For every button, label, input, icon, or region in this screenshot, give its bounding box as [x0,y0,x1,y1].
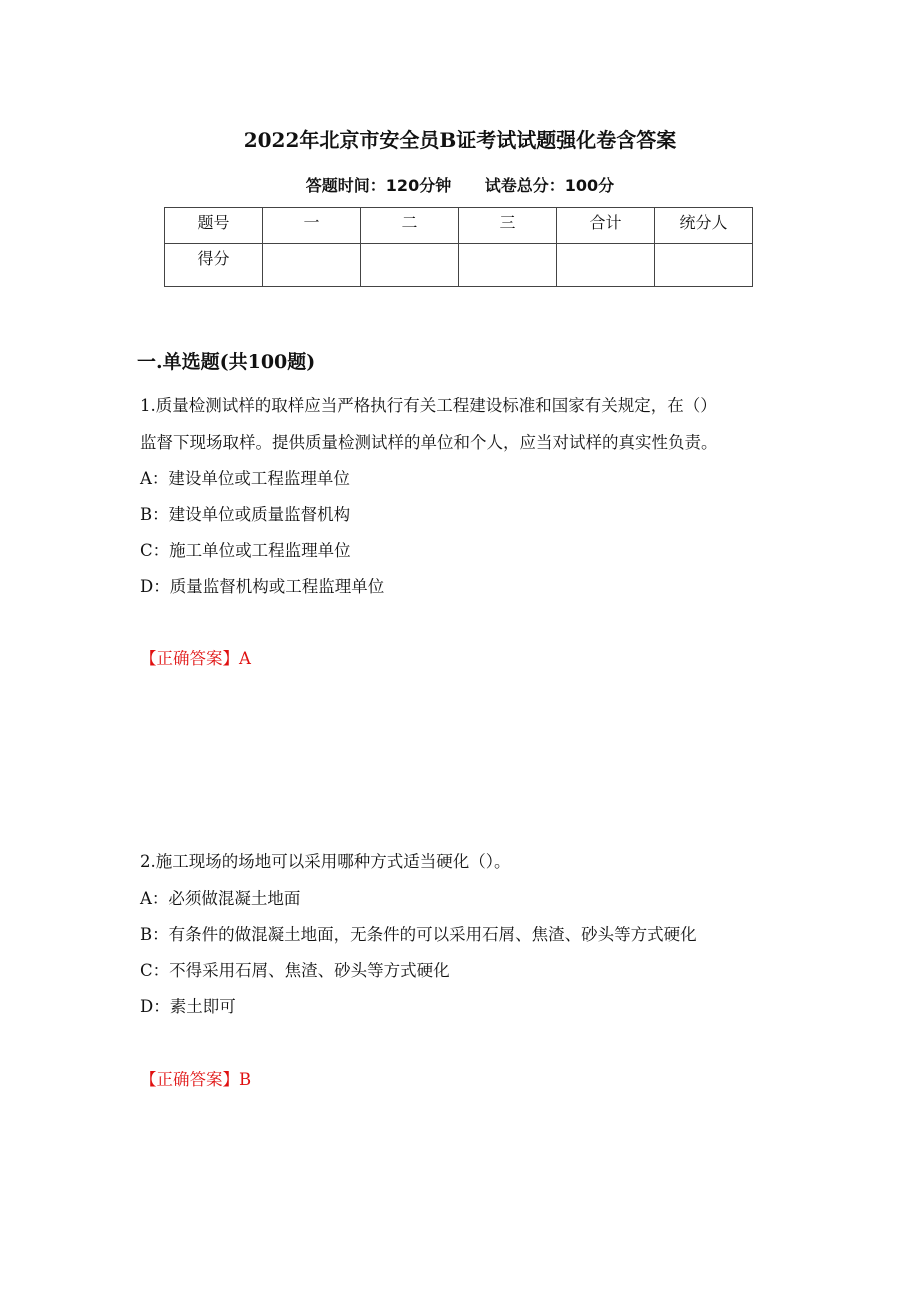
score-header-cell: 题号 [165,208,263,244]
score-header-cell: 二 [361,208,459,244]
score-cell [263,244,361,287]
score-cell [655,244,753,287]
question-2-text-line: 2.施工现场的场地可以采用哪种方式适当硬化（）。 [140,852,511,871]
score-header-cell: 合计 [557,208,655,244]
exam-total-score: 试卷总分：100分 [484,176,615,195]
question-1-answer: 【正确答案】A [140,649,251,668]
score-row-label: 得分 [165,244,263,287]
question-2-answer: 【正确答案】B [140,1070,252,1089]
score-header-cell: 三 [459,208,557,244]
question-2-option-b: B：有条件的做混凝土地面，无条件的可以采用石屑、焦渣、砂头等方式硬化 [140,925,697,944]
question-2-option-c: C：不得采用石屑、焦渣、砂头等方式硬化 [140,961,450,980]
section-heading: 一.单选题(共100题) [137,351,316,373]
score-header-cell: 统分人 [655,208,753,244]
exam-info [0,173,920,196]
score-table [164,207,753,287]
exam-time: 答题时间：120分钟 [305,176,452,195]
question-1-option-a: A：建设单位或工程监理单位 [140,469,350,488]
question-2-option-d: D：素土即可 [140,997,236,1016]
score-header-cell: 一 [263,208,361,244]
question-2-option-a: A：必须做混凝土地面 [140,889,301,908]
score-cell [557,244,655,287]
score-cell [361,244,459,287]
score-cell [459,244,557,287]
question-1-option-b: B：建设单位或质量监督机构 [140,505,351,524]
question-1-option-d: D：质量监督机构或工程监理单位 [140,577,385,596]
question-1-text-line: 监督下现场取样。提供质量检测试样的单位和个人，应当对试样的真实性负责。 [140,433,718,452]
question-1-option-c: C：施工单位或工程监理单位 [140,541,351,560]
document-title: 2022年北京市安全员B证考试试题强化卷含答案 [243,128,677,152]
question-1-text-line: 1.质量检测试样的取样应当严格执行有关工程建设标准和国家有关规定，在（） [140,396,717,415]
